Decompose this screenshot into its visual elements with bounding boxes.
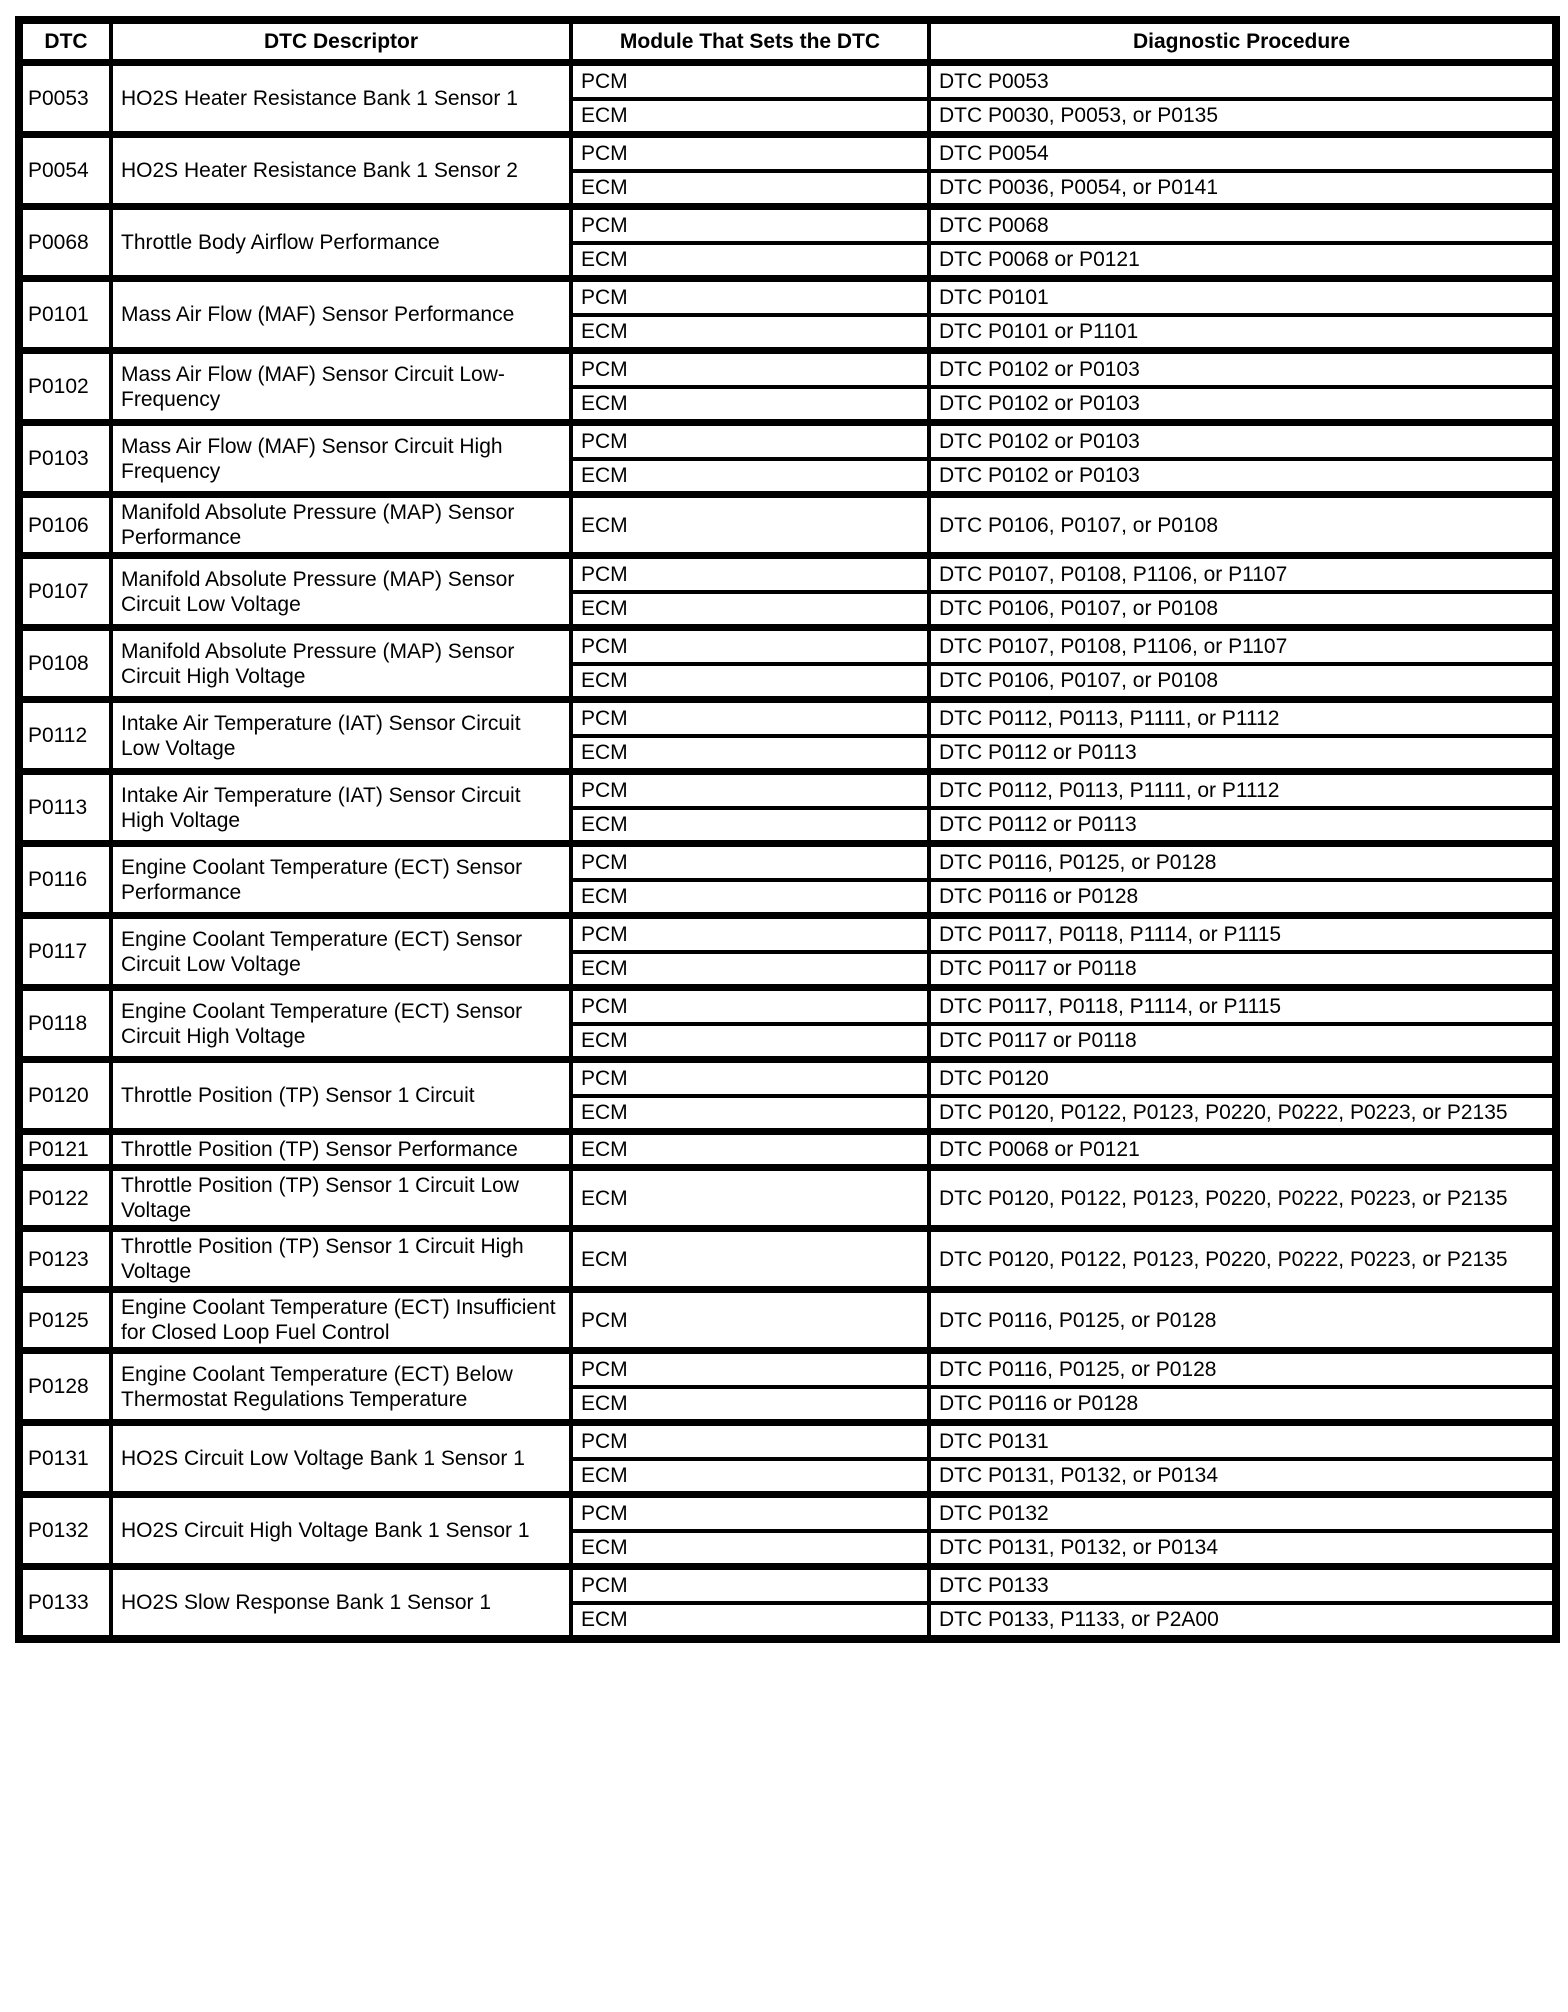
procedure-cell: DTC P0116, P0125, or P0128 [929, 844, 1556, 880]
header-descriptor: DTC Descriptor [111, 20, 571, 63]
module-cell: ECM [571, 1168, 929, 1229]
dtc-code-cell: P0101 [19, 279, 111, 351]
module-cell: PCM [571, 1495, 929, 1531]
dtc-code-cell: P0123 [19, 1229, 111, 1290]
dtc-descriptor-cell: Intake Air Temperature (IAT) Sensor Circuit Low Voltage [111, 700, 571, 772]
table-row [19, 1351, 1556, 1387]
dtc-descriptor-cell: Manifold Absolute Pressure (MAP) Sensor Performance [111, 495, 571, 556]
procedure-cell: DTC P0120 [929, 1060, 1556, 1096]
dtc-descriptor-cell: HO2S Circuit Low Voltage Bank 1 Sensor 1 [111, 1423, 571, 1495]
dtc-code-cell: P0107 [19, 556, 111, 628]
table-row [19, 1567, 1556, 1603]
table-row [19, 1495, 1556, 1531]
module-cell: PCM [571, 135, 929, 171]
module-cell: ECM [571, 1603, 929, 1639]
module-cell: ECM [571, 664, 929, 700]
module-cell: PCM [571, 772, 929, 808]
table-row [19, 495, 1556, 556]
module-cell: PCM [571, 1351, 929, 1387]
dtc-descriptor-cell: Throttle Position (TP) Sensor 1 Circuit High Voltage [111, 1229, 571, 1290]
dtc-descriptor-cell: Manifold Absolute Pressure (MAP) Sensor Circuit High Voltage [111, 628, 571, 700]
header-dtc: DTC [19, 20, 111, 63]
dtc-descriptor-cell: Throttle Position (TP) Sensor 1 Circuit [111, 1060, 571, 1132]
procedure-cell: DTC P0116 or P0128 [929, 880, 1556, 916]
dtc-descriptor-cell: Engine Coolant Temperature (ECT) Below Thermostat Regulations Temperature [111, 1351, 571, 1423]
table-row [19, 1060, 1556, 1096]
dtc-descriptor-cell: Manifold Absolute Pressure (MAP) Sensor Circuit Low Voltage [111, 556, 571, 628]
procedure-cell: DTC P0036, P0054, or P0141 [929, 171, 1556, 207]
module-cell: ECM [571, 171, 929, 207]
dtc-code-cell: P0068 [19, 207, 111, 279]
procedure-cell: DTC P0120, P0122, P0123, P0220, P0222, P0223, or P2135 [929, 1229, 1556, 1290]
module-cell: ECM [571, 736, 929, 772]
procedure-cell: DTC P0112, P0113, P1111, or P1112 [929, 700, 1556, 736]
dtc-code-cell: P0125 [19, 1290, 111, 1351]
dtc-descriptor-cell: Engine Coolant Temperature (ECT) Sensor Circuit Low Voltage [111, 916, 571, 988]
dtc-descriptor-cell: HO2S Slow Response Bank 1 Sensor 1 [111, 1567, 571, 1639]
module-cell: ECM [571, 592, 929, 628]
procedure-cell: DTC P0068 [929, 207, 1556, 243]
procedure-cell: DTC P0131 [929, 1423, 1556, 1459]
module-cell: ECM [571, 808, 929, 844]
procedure-cell: DTC P0116, P0125, or P0128 [929, 1290, 1556, 1351]
procedure-cell: DTC P0117 or P0118 [929, 1024, 1556, 1060]
dtc-code-cell: P0132 [19, 1495, 111, 1567]
procedure-cell: DTC P0133, P1133, or P2A00 [929, 1603, 1556, 1639]
table-row [19, 351, 1556, 387]
dtc-code-cell: P0117 [19, 916, 111, 988]
module-cell: ECM [571, 880, 929, 916]
dtc-code-cell: P0106 [19, 495, 111, 556]
module-cell: ECM [571, 243, 929, 279]
dtc-descriptor-cell: Throttle Position (TP) Sensor Performance [111, 1132, 571, 1168]
module-cell: PCM [571, 628, 929, 664]
table-row [19, 988, 1556, 1024]
module-cell: PCM [571, 279, 929, 315]
table-row [19, 844, 1556, 880]
procedure-cell: DTC P0116, P0125, or P0128 [929, 1351, 1556, 1387]
dtc-descriptor-cell: Mass Air Flow (MAF) Sensor Circuit High Frequency [111, 423, 571, 495]
module-cell: ECM [571, 1531, 929, 1567]
procedure-cell: DTC P0131, P0132, or P0134 [929, 1459, 1556, 1495]
module-cell: ECM [571, 315, 929, 351]
procedure-cell: DTC P0053 [929, 63, 1556, 99]
header-procedure: Diagnostic Procedure [929, 20, 1556, 63]
module-cell: ECM [571, 1229, 929, 1290]
procedure-cell: DTC P0131, P0132, or P0134 [929, 1531, 1556, 1567]
module-cell: ECM [571, 495, 929, 556]
dtc-descriptor-cell: HO2S Heater Resistance Bank 1 Sensor 1 [111, 63, 571, 135]
module-cell: ECM [571, 99, 929, 135]
dtc-code-cell: P0053 [19, 63, 111, 135]
table-row [19, 772, 1556, 808]
table-row [19, 628, 1556, 664]
dtc-descriptor-cell: HO2S Heater Resistance Bank 1 Sensor 2 [111, 135, 571, 207]
module-cell: PCM [571, 63, 929, 99]
procedure-cell: DTC P0030, P0053, or P0135 [929, 99, 1556, 135]
dtc-code-cell: P0122 [19, 1168, 111, 1229]
dtc-table [15, 16, 1560, 1643]
module-cell: PCM [571, 916, 929, 952]
module-cell: PCM [571, 423, 929, 459]
module-cell: PCM [571, 1567, 929, 1603]
module-cell: PCM [571, 207, 929, 243]
module-cell: ECM [571, 1024, 929, 1060]
dtc-descriptor-cell: Engine Coolant Temperature (ECT) Sensor Performance [111, 844, 571, 916]
module-cell: ECM [571, 1387, 929, 1423]
dtc-code-cell: P0116 [19, 844, 111, 916]
table-row [19, 1423, 1556, 1459]
dtc-descriptor-cell: Throttle Position (TP) Sensor 1 Circuit Low Voltage [111, 1168, 571, 1229]
table-row [19, 916, 1556, 952]
dtc-descriptor-cell: Intake Air Temperature (IAT) Sensor Circuit High Voltage [111, 772, 571, 844]
table-row [19, 1132, 1556, 1168]
module-cell: PCM [571, 700, 929, 736]
module-cell: ECM [571, 1459, 929, 1495]
module-cell: ECM [571, 1132, 929, 1168]
module-cell: ECM [571, 387, 929, 423]
table-row [19, 1290, 1556, 1351]
module-cell: ECM [571, 459, 929, 495]
dtc-code-cell: P0120 [19, 1060, 111, 1132]
dtc-descriptor-cell: Mass Air Flow (MAF) Sensor Performance [111, 279, 571, 351]
module-cell: PCM [571, 844, 929, 880]
module-cell: PCM [571, 1290, 929, 1351]
table-row [19, 63, 1556, 99]
dtc-descriptor-cell: Throttle Body Airflow Performance [111, 207, 571, 279]
table-row [19, 1229, 1556, 1290]
dtc-descriptor-cell: Engine Coolant Temperature (ECT) Sensor Circuit High Voltage [111, 988, 571, 1060]
header-module: Module That Sets the DTC [571, 20, 929, 63]
procedure-cell: DTC P0102 or P0103 [929, 459, 1556, 495]
dtc-code-cell: P0113 [19, 772, 111, 844]
procedure-cell: DTC P0116 or P0128 [929, 1387, 1556, 1423]
table-row [19, 135, 1556, 171]
dtc-code-cell: P0103 [19, 423, 111, 495]
dtc-code-cell: P0102 [19, 351, 111, 423]
table-row [19, 207, 1556, 243]
procedure-cell: DTC P0107, P0108, P1106, or P1107 [929, 628, 1556, 664]
procedure-cell: DTC P0112 or P0113 [929, 736, 1556, 772]
procedure-cell: DTC P0106, P0107, or P0108 [929, 592, 1556, 628]
procedure-cell: DTC P0132 [929, 1495, 1556, 1531]
procedure-cell: DTC P0107, P0108, P1106, or P1107 [929, 556, 1556, 592]
module-cell: PCM [571, 1060, 929, 1096]
procedure-cell: DTC P0101 [929, 279, 1556, 315]
table-row [19, 279, 1556, 315]
dtc-code-cell: P0128 [19, 1351, 111, 1423]
procedure-cell: DTC P0117, P0118, P1114, or P1115 [929, 988, 1556, 1024]
procedure-cell: DTC P0068 or P0121 [929, 1132, 1556, 1168]
module-cell: PCM [571, 351, 929, 387]
dtc-code-cell: P0054 [19, 135, 111, 207]
dtc-table-body [19, 63, 1556, 1639]
procedure-cell: DTC P0102 or P0103 [929, 423, 1556, 459]
procedure-cell: DTC P0117, P0118, P1114, or P1115 [929, 916, 1556, 952]
procedure-cell: DTC P0106, P0107, or P0108 [929, 495, 1556, 556]
dtc-code-cell: P0121 [19, 1132, 111, 1168]
procedure-cell: DTC P0054 [929, 135, 1556, 171]
procedure-cell: DTC P0133 [929, 1567, 1556, 1603]
dtc-code-cell: P0133 [19, 1567, 111, 1639]
table-row [19, 700, 1556, 736]
procedure-cell: DTC P0120, P0122, P0123, P0220, P0222, P0223, or P2135 [929, 1168, 1556, 1229]
table-row [19, 1168, 1556, 1229]
dtc-descriptor-cell: HO2S Circuit High Voltage Bank 1 Sensor 1 [111, 1495, 571, 1567]
procedure-cell: DTC P0068 or P0121 [929, 243, 1556, 279]
module-cell: PCM [571, 1423, 929, 1459]
procedure-cell: DTC P0106, P0107, or P0108 [929, 664, 1556, 700]
dtc-descriptor-cell: Mass Air Flow (MAF) Sensor Circuit Low-Frequency [111, 351, 571, 423]
procedure-cell: DTC P0112 or P0113 [929, 808, 1556, 844]
table-row [19, 556, 1556, 592]
dtc-descriptor-cell: Engine Coolant Temperature (ECT) Insufficient for Closed Loop Fuel Control [111, 1290, 571, 1351]
dtc-code-cell: P0131 [19, 1423, 111, 1495]
module-cell: PCM [571, 556, 929, 592]
module-cell: ECM [571, 952, 929, 988]
table-row [19, 423, 1556, 459]
dtc-table-header [19, 20, 1556, 63]
procedure-cell: DTC P0112, P0113, P1111, or P1112 [929, 772, 1556, 808]
module-cell: ECM [571, 1096, 929, 1132]
procedure-cell: DTC P0101 or P1101 [929, 315, 1556, 351]
procedure-cell: DTC P0117 or P0118 [929, 952, 1556, 988]
dtc-code-cell: P0108 [19, 628, 111, 700]
dtc-code-cell: P0118 [19, 988, 111, 1060]
header-row [19, 20, 1556, 63]
procedure-cell: DTC P0120, P0122, P0123, P0220, P0222, P0223, or P2135 [929, 1096, 1556, 1132]
module-cell: PCM [571, 988, 929, 1024]
dtc-code-cell: P0112 [19, 700, 111, 772]
procedure-cell: DTC P0102 or P0103 [929, 351, 1556, 387]
procedure-cell: DTC P0102 or P0103 [929, 387, 1556, 423]
